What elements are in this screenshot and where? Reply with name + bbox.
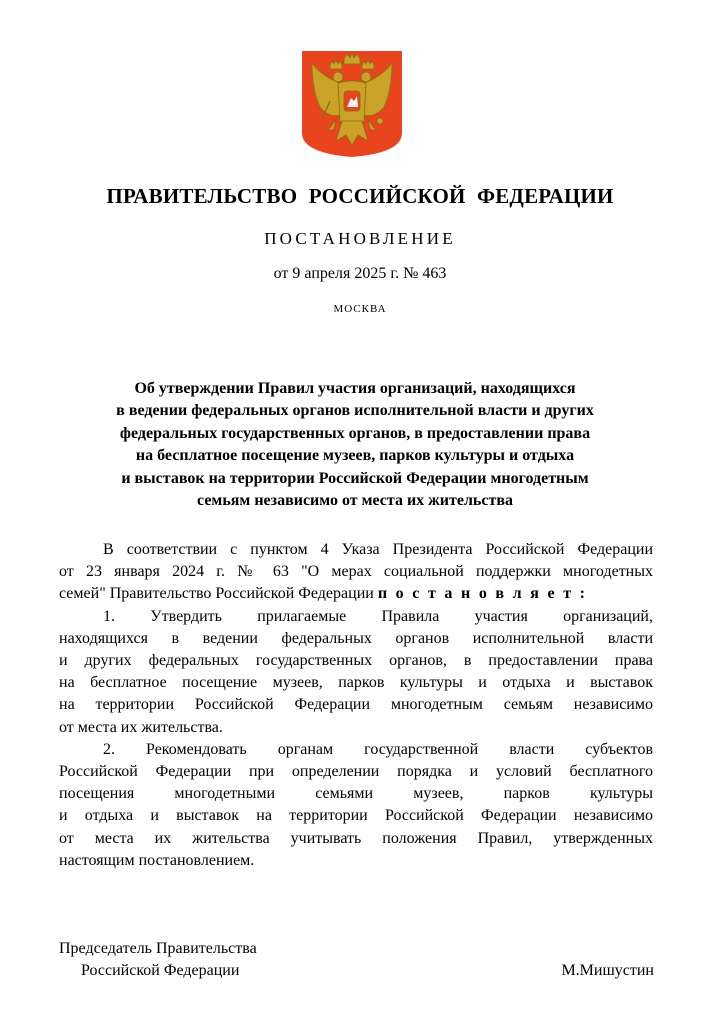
subject-line: федеральных государственных органов, в предоставлении права xyxy=(119,424,591,442)
clause-1-line: от места их жительства. xyxy=(59,718,223,736)
subject-line: семьям независимо от места их жительства xyxy=(197,492,513,510)
clause-2-line: Российской Федерации при определении порядка и условий бесплатного xyxy=(59,763,653,781)
preamble-line-text: семей" Правительство Российской Федерации xyxy=(59,585,374,603)
document-city: МОСКВА xyxy=(333,303,387,315)
clause-1-line: и других федеральных государственных органов, в предоставлении права xyxy=(59,652,653,670)
signatory-name: М.Мишустин xyxy=(561,962,654,979)
government-title: ПРАВИТЕЛЬСТВО РОССИЙСКОЙ ФЕДЕРАЦИИ xyxy=(106,184,614,208)
preamble-line: В соответствии с пунктом 4 Указа Президента Российской Федерации xyxy=(103,541,653,558)
document-type: ПОСТАНОВЛЕНИЕ xyxy=(264,229,456,248)
document-subject xyxy=(60,378,650,512)
clause-1-line: на территории Российской Федерации многодетным семьям независимо xyxy=(59,696,653,714)
clause-2-line: посещения многодетными семьями музеев, парков культуры xyxy=(59,785,653,803)
clause-1-line: 1. Утвердить прилагаемые Правила участия организаций, xyxy=(103,607,653,625)
clause-2-line: от места их жительства учитывать положения Правил, утвержденных xyxy=(59,829,653,847)
document-body xyxy=(59,539,653,872)
preamble-line: от 23 января 2024 г. № 63 "О мерах социальной поддержки многодетных xyxy=(59,563,653,581)
clause-2-line: и отдыха и выставок на территории Российской Федерации независимо xyxy=(59,807,653,825)
preamble-line xyxy=(59,583,653,605)
position-line: Российской Федерации xyxy=(81,962,240,979)
document-date-number: от 9 апреля 2025 г. № 463 xyxy=(273,265,447,282)
signatory-position xyxy=(59,938,257,982)
position-line: Председатель Правительства xyxy=(59,940,257,957)
clause-1-line: находящихся в ведении федеральных органов исполнительной власти xyxy=(59,629,653,647)
coat-of-arms-icon xyxy=(300,49,404,159)
clause-1-line: на бесплатное посещение музеев, парков культуры и отдыха и выставок xyxy=(59,674,653,692)
subject-line: в ведении федеральных органов исполнительной власти и других xyxy=(116,402,594,420)
clause-2-line: настоящим постановлением. xyxy=(59,851,255,869)
clause-2-line: 2. Рекомендовать органам государственной власти субъектов xyxy=(103,740,653,758)
subject-line: Об утверждении Правил участия организаций, находящихся xyxy=(134,380,576,397)
decrees-word: п о с т а н о в л я е т : xyxy=(377,585,588,603)
subject-line: и выставок на территории Российской Федерации многодетным xyxy=(121,469,589,487)
subject-line: на бесплатное посещение музеев, парков культуры и отдыха xyxy=(135,447,575,465)
